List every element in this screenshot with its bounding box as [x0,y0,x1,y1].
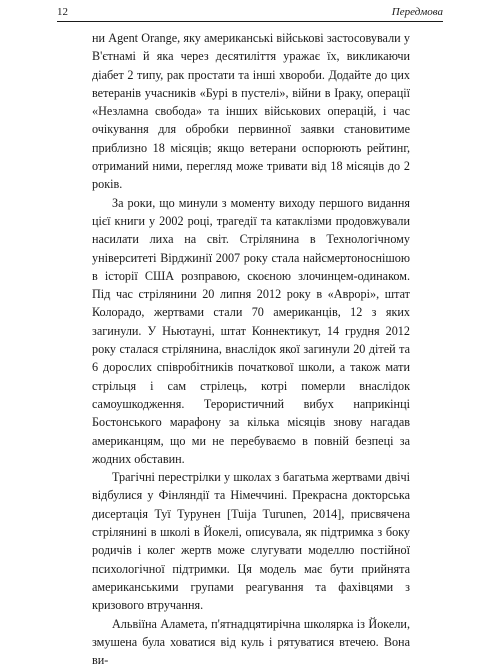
body-text [92,29,410,669]
paragraph: Трагічні перестрілки у школах з багатьма жертвами двічі відбулися у Фінляндії та Німеччині. Прекрасна докторська дисертація Туї Турунен [Tuija Turunen, 2014], присвячена стрілянині в школі в Йокелі, описувала, як підтримка з боку родичів і колег жертв може слугувати моделлю постійної психологічної підтримки. Ця модель має бути прийнята американськими групами реагування та фахівцями з кризового втручання. [92,468,410,614]
running-head: Передмова [392,4,443,20]
header-rule [57,21,443,22]
paragraph: За роки, що минули з моменту виходу першого видання цієї книги у 2002 році, трагедії та катаклізми продовжували насилати лиха на світ. Стрілянина в Технологічному університеті Вірджинії 2007 року стала найсмертоноснішою в історії США розправою, скоєною злочинцем-одинаком. Під час стрілянини 20 липня 2012 року в «Аврорі», штат Колорадо, жертвами стали 70 американців, 12 з яких загинули. У Ньютауні, штат Коннектикут, 14 грудня 2012 року сталася стрілянина, внаслідок якої загинули 20 дітей та 6 дорослих співробітників початкової школи, а також мати стрільця і сам стрілець, котрі померли внаслідок самоушкодження. Терористичний вибух наприкінці Бостонського марафону за кілька місяців знову нагадав американцям, що ми не перебуваємо в повній безпеці за жодних обставин. [92,194,410,468]
page-header [57,4,443,20]
page-number: 12 [57,4,68,20]
paragraph-continued: ни Agent Orange, яку американські військові застосовували у В'єтнамі й яка через десятиліття уражає їх, викликаючи діабет 2 типу, рак простати та інші хвороби. Додайте до цих ветеранів учасників «Бурі в пустелі», війни в Іраку, операції «Незламна свобода» та інших військових операцій, і час очікування для обробки первинної заявки становитиме приблизно 18 місяців; якщо ветерани оспорюють рейтинг, отриманий ними, перегляд може тривати від 18 місяців до 2 років. [92,29,410,194]
paragraph: Альвіїна Аламета, п'ятнадцятирічна школярка із Йокели, змушена була ховатися від куль і рятуватися втечею. Вона ви- [92,615,410,669]
